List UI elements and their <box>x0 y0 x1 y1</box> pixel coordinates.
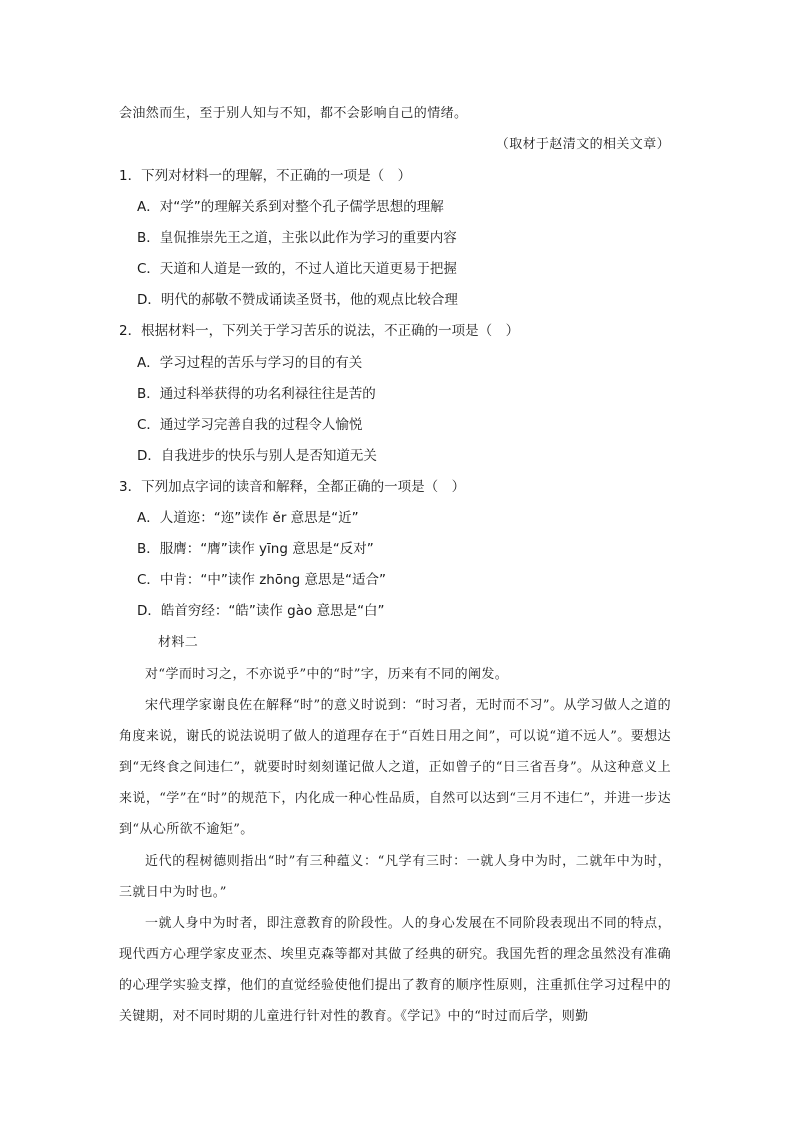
material-2-paragraph-2: 宋代理学家谢良佐在解释“时”的意义时说到：“时习者，无时而不习”。从学习做人之道的角度来说，谢氏的说法说明了做人的道理存在于“百姓日用之间”，可以说“道不远人”。要想达到“无终食之间违仁”，就要时时刻刻谨记做人之道，正如曾子的“日三省吾身”。从这种意义上来说，“学”在“时”的规范下，内化成一种心性品质，自然可以达到“三月不违仁”，并进一步达到“从心所欲不逾矩”。 <box>119 698 671 837</box>
material-2-paragraph-1: 对“学而时习之，不亦说乎”中的“时”字，历来有不同的阐发。 <box>145 667 509 682</box>
question-3-option-b: B．服膺：“膺”读作 yīng 意思是“反对” <box>137 541 374 557</box>
question-2-option-b: B．通过科举获得的功名利禄往往是苦的 <box>137 386 376 402</box>
material-2-label: 材料二 <box>158 635 199 650</box>
question-3-option-c: C．中肯：“中”读作 zhōng 意思是“适合” <box>137 572 387 588</box>
material-2-paragraph-4: 一就人身中为时者，即注意教育的阶段性。人的身心发展在不同阶段表现出不同的特点，现代西方心理学家皮亚杰、埃里克森等都对其做了经典的研究。我国先哲的理念虽然没有准确的心理学实验支撑，他们的直觉经验使他们提出了教育的顺序性原则，注重抓住学习过程中的关键期，对不同时期的儿童进行针对性的教育。《学记》中的“时过而后学，则勤 <box>119 916 671 1024</box>
continuation-line: 会油然而生，至于别人知与不知，都不会影响自己的情绪。 <box>119 106 468 121</box>
question-1-option-a: A．对“学”的理解关系到对整个孔子儒学思想的理解 <box>137 199 444 215</box>
question-2-option-c: C．通过学习完善自我的过程令人愉悦 <box>137 417 363 433</box>
question-3-option-d: D．皓首穷经：“皓”读作 gào 意思是“白” <box>137 603 385 619</box>
question-1-option-b: B．皇侃推崇先王之道，主张以此作为学习的重要内容 <box>137 230 457 246</box>
question-2-option-d: D．自我进步的快乐与别人是否知道无关 <box>137 448 377 464</box>
question-1-stem: 1．下列对材料一的理解，不正确的一项是（ ） <box>119 168 412 184</box>
question-1-option-d: D．明代的郝敬不赞成诵读圣贤书，他的观点比较合理 <box>137 292 458 308</box>
question-2-stem: 2．根据材料一，下列关于学习苦乐的说法，不正确的一项是（ ） <box>119 323 520 339</box>
question-1-option-c: C．天道和人道是一致的，不过人道比天道更易于把握 <box>137 261 457 277</box>
question-3-option-a: A．人道迩：“迩”读作 ěr 意思是“近” <box>137 510 359 526</box>
question-3-stem: 3．下列加点字词的读音和解释，全都正确的一项是（ ） <box>119 479 466 495</box>
material-2-paragraph-3: 近代的程树德则指出“时”有三种蕴义：“凡学有三时：一就人身中为时，二就年中为时，三就日中为时也。” <box>119 854 671 900</box>
source-citation: （取材于赵清文的相关文章） <box>495 137 670 152</box>
question-2-option-a: A．学习过程的苦乐与学习的目的有关 <box>137 355 363 371</box>
